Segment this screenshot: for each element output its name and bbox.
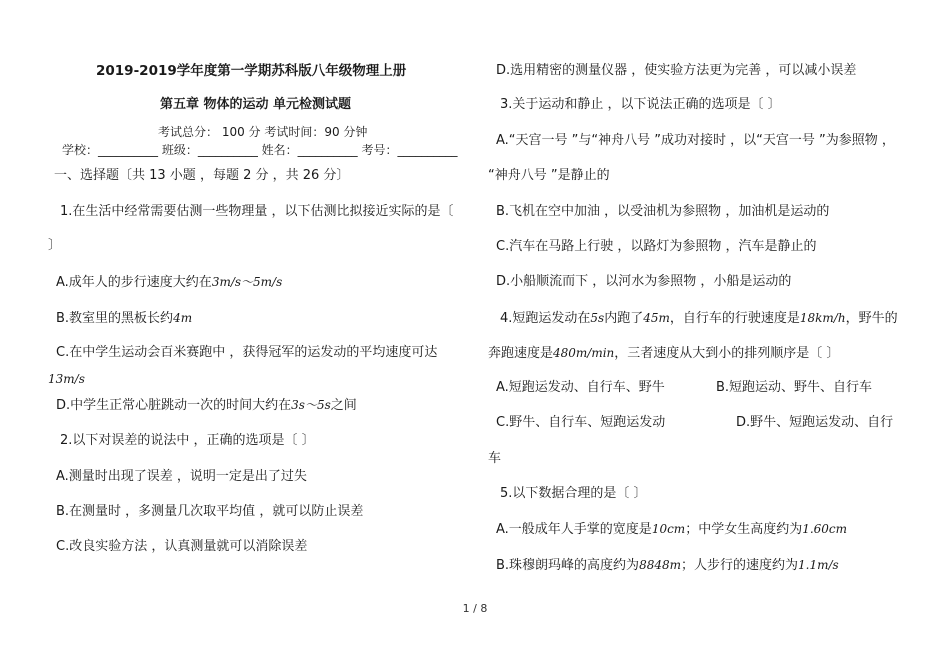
- exam-info: 考试总分： 100 分 考试时间：90 分钟: [158, 125, 368, 139]
- chapter-subtitle: 第五章 物体的运动 单元检测试题: [160, 97, 352, 112]
- q4-option-d-cont: 车: [488, 451, 502, 466]
- q3-option-a: A.“天宫一号 ”与“神舟八号 ”成功对接时 ，以“天宫一号 ”为参照物 ，: [496, 133, 895, 148]
- q1-stem-end: 〕: [48, 238, 62, 253]
- q4-option-d: D.野牛、短跑运发动、自行: [736, 415, 894, 430]
- page-number: 1 / 8: [462, 602, 488, 615]
- q2-option-b: B.在测量时 ，多测量几次取平均值 ，就可以防止误差: [56, 504, 364, 519]
- q4-stem: 4.短跑运发动在5s内跑了45m，自行车的行驶速度是18km/h，野牛的: [500, 311, 898, 326]
- q3-option-d: D.小船顺流而下 ，以河水为参照物 ，小船是运动的: [496, 274, 792, 289]
- q5-stem: 5.以下数据合理的是〔 〕: [500, 486, 647, 501]
- q1-option-c: C.在中学生运动会百米赛跑中 ，获得冠军的运发动的平均速度可达: [56, 345, 438, 360]
- q1-option-d: D.中学生正常心脏跳动一次的时间大约在3s～5s之间: [56, 398, 357, 413]
- q1-option-a: A.成年人的步行速度大约在3m/s～5m/s: [56, 275, 283, 290]
- q4-option-a: A.短跑运发动、自行车、野牛: [496, 380, 665, 395]
- q2-option-c: C.改良实验方法 ，认真测量就可以消除误差: [56, 539, 308, 554]
- q1-option-c-value: 13m/s: [48, 372, 85, 386]
- q4-option-b: B.短跑运动、野牛、自行车: [716, 380, 873, 395]
- q5-option-a: A.一般成年人手掌的宽度是10cm；中学女生高度约为1.60cm: [496, 522, 848, 537]
- q3-option-c: C.汽车在马路上行驶 ，以路灯为参照物 ，汽车是静止的: [496, 239, 817, 254]
- student-fields: 学校：__________ 班级：__________ 姓名：__________ 考号：__________: [62, 143, 458, 157]
- q4-option-c: C.野牛、自行车、短跑运发动: [496, 415, 666, 430]
- q2-stem: 2.以下对误差的说法中 ，正确的选项是〔 〕: [60, 433, 315, 448]
- q4-stem-cont: 奔跑速度是480m/min，三者速度从大到小的排列顺序是〔 〕: [488, 346, 840, 361]
- q3-option-a-cont: “神舟八号 ”是静止的: [488, 168, 610, 183]
- section-heading: 一、选择题〔共 13 小题 ，每题 2 分 ，共 26 分〕: [54, 168, 350, 183]
- q3-option-b: B.飞机在空中加油 ，以受油机为参照物 ，加油机是运动的: [496, 204, 830, 219]
- exam-title: 2019-2019学年度第一学期苏科版八年级物理上册: [96, 63, 407, 79]
- q3-stem: 3.关于运动和静止 ，以下说法正确的选项是〔 〕: [500, 97, 781, 112]
- q1-option-b: B.教室里的黑板长约4m: [56, 311, 193, 326]
- q1-stem: 1.在生活中经常需要估测一些物理量 ，以下估测比拟接近实际的是〔: [60, 204, 454, 219]
- q2-option-d: D.选用精密的测量仪器 ，使实验方法更为完善 ，可以减小误差: [496, 63, 857, 78]
- q2-option-a: A.测量时出现了误差 ，说明一定是出了过失: [56, 469, 307, 484]
- q5-option-b: B.珠穆朗玛峰的高度约为8848m；人步行的速度约为1.1m/s: [496, 558, 839, 573]
